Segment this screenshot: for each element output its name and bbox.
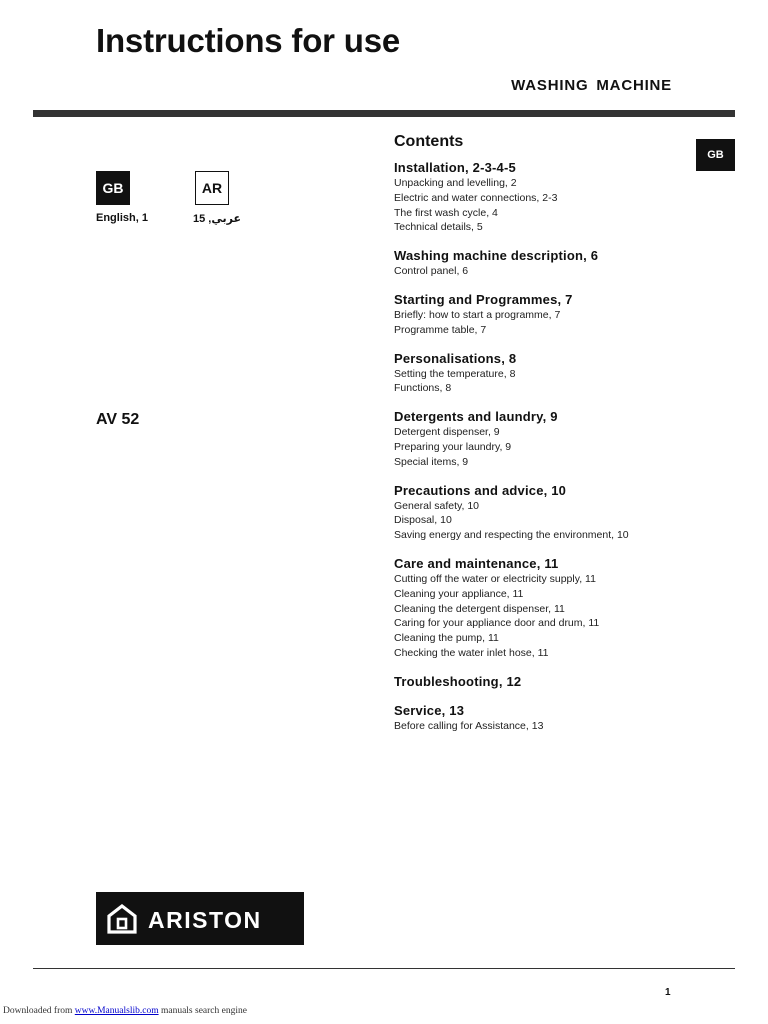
table-of-contents xyxy=(394,133,684,746)
section-heading: Washing machine description, 6 xyxy=(394,248,599,264)
manualslib-link[interactable]: www.Manualslib.com xyxy=(74,1006,159,1016)
section-item: Programme table, 7 xyxy=(394,323,487,336)
section-item: Cleaning the detergent dispenser, 11 xyxy=(394,602,565,615)
section-item: Cleaning the pump, 11 xyxy=(394,632,499,645)
section-item: Setting the temperature, 8 xyxy=(394,367,516,380)
contents-section xyxy=(394,291,684,338)
section-items xyxy=(394,425,684,469)
section-item: Disposal, 10 xyxy=(394,514,452,527)
contents-section xyxy=(394,702,684,734)
section-item: Detergent dispenser, 9 xyxy=(394,426,500,439)
section-heading: Care and maintenance, 11 xyxy=(394,555,559,571)
logo-text: ARISTON xyxy=(148,907,262,933)
section-items xyxy=(394,367,684,397)
download-footer xyxy=(3,1006,247,1016)
section-items xyxy=(394,264,684,279)
language-badge-ar[interactable]: AR xyxy=(195,171,229,205)
contents-title: Contents xyxy=(394,133,464,150)
section-items xyxy=(394,572,684,661)
page-number: 1 xyxy=(665,987,671,998)
contents-section xyxy=(394,555,684,661)
contents-section xyxy=(394,247,684,279)
section-heading: Personalisations, 8 xyxy=(394,350,517,366)
section-heading: Service, 13 xyxy=(394,702,465,718)
language-label-ar: عربي, 15 xyxy=(193,213,241,225)
language-badge-gb[interactable]: GB xyxy=(96,171,130,205)
header-divider xyxy=(33,110,735,117)
ariston-logo xyxy=(96,892,304,945)
section-item: Functions, 8 xyxy=(394,382,452,395)
section-items xyxy=(394,308,684,338)
section-item: The first wash cycle, 4 xyxy=(394,206,498,219)
section-item: Control panel, 6 xyxy=(394,265,469,278)
section-items xyxy=(394,176,684,235)
section-heading: Installation, 2-3-4-5 xyxy=(394,160,516,175)
contents-sections xyxy=(394,159,684,734)
section-item: Caring for your appliance door and drum, 11 xyxy=(394,617,600,630)
model-number: AV 52 xyxy=(96,411,140,428)
section-item: Electric and water connections, 2-3 xyxy=(394,191,558,204)
footer-divider xyxy=(33,968,735,969)
ariston-house-icon xyxy=(106,904,138,934)
section-item: Preparing your laundry, 9 xyxy=(394,440,512,453)
section-item: Saving energy and respecting the environment, 10 xyxy=(394,529,629,542)
section-heading: Detergents and laundry, 9 xyxy=(394,409,558,425)
document-title: Instructions for use xyxy=(96,22,401,59)
section-item: Technical details, 5 xyxy=(394,221,483,234)
contents-section xyxy=(394,350,684,397)
contents-section xyxy=(394,673,684,690)
document-subtitle: WASHING MACHINE xyxy=(511,77,672,94)
section-heading: Starting and Programmes, 7 xyxy=(394,291,573,307)
footer-suffix: manuals search engine xyxy=(160,1006,247,1016)
section-item: Briefly: how to start a programme, 7 xyxy=(394,308,561,321)
section-item: Cutting off the water or electricity supply, 11 xyxy=(394,572,596,585)
section-heading: Precautions and advice, 10 xyxy=(394,482,567,498)
section-items xyxy=(394,719,684,734)
contents-section xyxy=(394,408,684,469)
section-item: Special items, 9 xyxy=(394,455,469,468)
section-heading: Troubleshooting, 12 xyxy=(394,673,522,689)
side-language-tab: GB xyxy=(696,139,735,171)
contents-section xyxy=(394,159,684,235)
section-item: Cleaning your appliance, 11 xyxy=(394,587,524,600)
section-item: Before calling for Assistance, 13 xyxy=(394,719,544,732)
footer-prefix: Downloaded from xyxy=(3,1006,73,1016)
section-item: Unpacking and levelling, 2 xyxy=(394,177,517,189)
language-label-gb: English, 1 xyxy=(96,212,148,224)
section-items xyxy=(394,499,684,543)
section-item: General safety, 10 xyxy=(394,499,480,512)
section-item: Checking the water inlet hose, 11 xyxy=(394,646,549,659)
contents-section xyxy=(394,482,684,543)
